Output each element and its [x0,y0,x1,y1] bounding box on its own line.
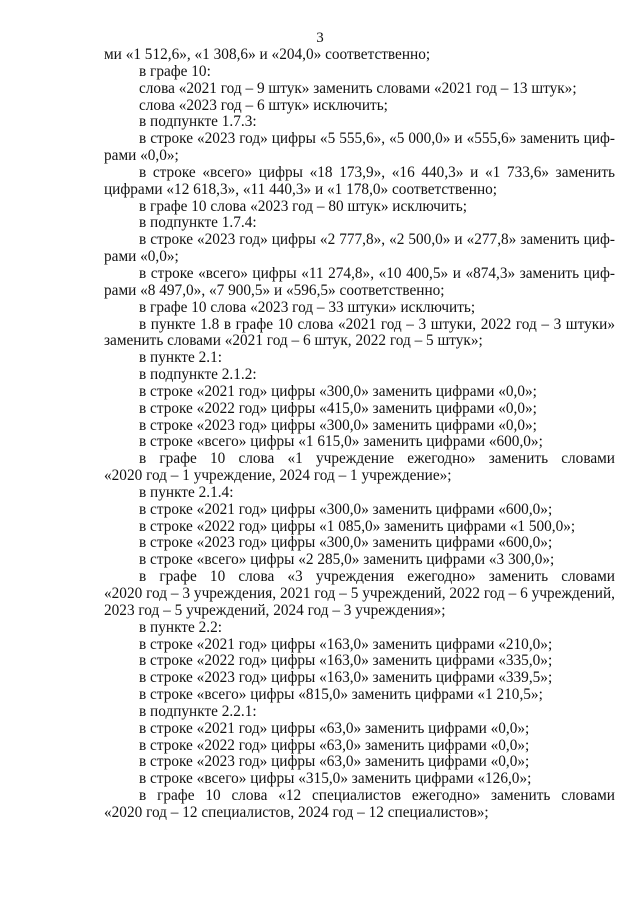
text-line: в строке «всего» цифры «2 285,0» заменить цифрами «3 300,0»; [139,551,555,569]
text-line: в строке «2021 год» цифры «63,0» заменить цифрами «0,0»; [139,719,530,737]
text-line: в пункте 2.1.4: [139,483,234,501]
text-line: в строке «2022 год» цифры «415,0» заменить цифрами «0,0»; [139,399,537,417]
text-line: ми «1 512,6», «1 308,6» и «204,0» соответственно; [104,46,431,63]
document-body [104,47,615,822]
text-line: в строке «всего» цифры «815,0» заменить цифрами «1 210,5»; [139,686,543,704]
text-line: в строке «2021 год» цифры «163,0» заменить цифрами «210,0»; [139,635,553,653]
text-line: в подпункте 1.7.4: [139,214,257,232]
text-line: 2023 год – 5 учреждений, 2024 год – 3 учреждения»; [104,601,446,619]
text-line: в графе 10 слова «12 специалистов ежегодно» заменить словами [139,787,615,805]
text-line: рами «0,0»; [104,147,179,165]
text-line: в строке «2022 год» цифры «163,0» заменить цифрами «335,0»; [139,652,553,670]
text-line: в подпункте 1.7.3: [139,113,257,131]
text-line: в пункте 2.1: [139,349,222,367]
text-line: слова «2023 год – 6 штук» исключить; [139,96,388,114]
text-line: заменить словами «2021 год – 6 штук, 2022 год – 5 штук»; [104,332,483,350]
text-line: в графе 10 слова «1 учреждение ежегодно» заменить словами [139,450,615,468]
text-line: рами «0,0»; [104,248,179,266]
text-line: «2020 год – 12 специалистов, 2024 год – 12 специалистов»; [104,803,489,821]
page-number: 3 [316,30,324,46]
text-line: в строке «2023 год» цифры «63,0» заменить цифрами «0,0»; [139,753,530,771]
text-line: в строке «всего» цифры «1 615,0» заменить цифрами «600,0»; [139,433,543,451]
text-line: в строке «всего» цифры «18 173,9», «16 440,3» и «1 733,6» заменить [139,163,615,181]
text-line: в подпункте 2.1.2: [139,366,257,384]
text-line: в строке «2022 год» цифры «63,0» заменить цифрами «0,0»; [139,736,530,754]
text-line: рами «8 497,0», «7 900,5» и «596,5» соответственно; [104,281,445,299]
text-line: «2020 год – 3 учреждения, 2021 год – 5 учреждений, 2022 год – 6 учреждений, [104,585,615,602]
text-line: в строке «2023 год» цифры «2 777,8», «2 500,0» и «277,8» заменить циф- [139,231,615,249]
text-line: в строке «2023 год» цифры «300,0» заменить цифрами «600,0»; [139,534,553,552]
text-line: «2020 год – 1 учреждение, 2024 год – 1 учреждение»; [104,467,452,485]
text-line: в строке «2022 год» цифры «1 085,0» заменить цифрами «1 500,0»; [139,517,576,535]
text-line: в строке «2023 год» цифры «5 555,6», «5 000,0» и «555,6» заменить циф- [139,130,615,148]
text-line: слова «2021 год – 9 штук» заменить словами «2021 год – 13 штук»; [139,79,577,97]
text-line: в графе 10: [139,62,211,80]
text-line: в пункте 1.8 в графе 10 слова «2021 год – 3 штуки, 2022 год – 3 штуки» [139,315,615,333]
text-line: в строке «всего» цифры «315,0» заменить цифрами «126,0»; [139,770,532,788]
text-line: в графе 10 слова «2023 год – 33 штуки» исключить; [139,298,476,316]
text-line: в строке «2023 год» цифры «300,0» заменить цифрами «0,0»; [139,416,537,434]
text-line: в графе 10 слова «3 учреждения ежегодно» заменить словами [139,568,615,586]
text-line: в строке «2023 год» цифры «163,0» заменить цифрами «339,5»; [139,669,553,687]
text-line: цифрами «12 618,3», «11 440,3» и «1 178,0» соответственно; [104,180,498,198]
text-line: в графе 10 слова «2023 год – 80 штук» исключить; [139,197,467,215]
text-line: в строке «всего» цифры «11 274,8», «10 400,5» и «874,3» заменить циф- [139,264,615,282]
text-line: в строке «2021 год» цифры «300,0» заменить цифрами «600,0»; [139,500,553,518]
text-line: в пункте 2.2: [139,618,222,636]
text-line: в подпункте 2.2.1: [139,702,257,720]
text-line: в строке «2021 год» цифры «300,0» заменить цифрами «0,0»; [139,382,537,400]
